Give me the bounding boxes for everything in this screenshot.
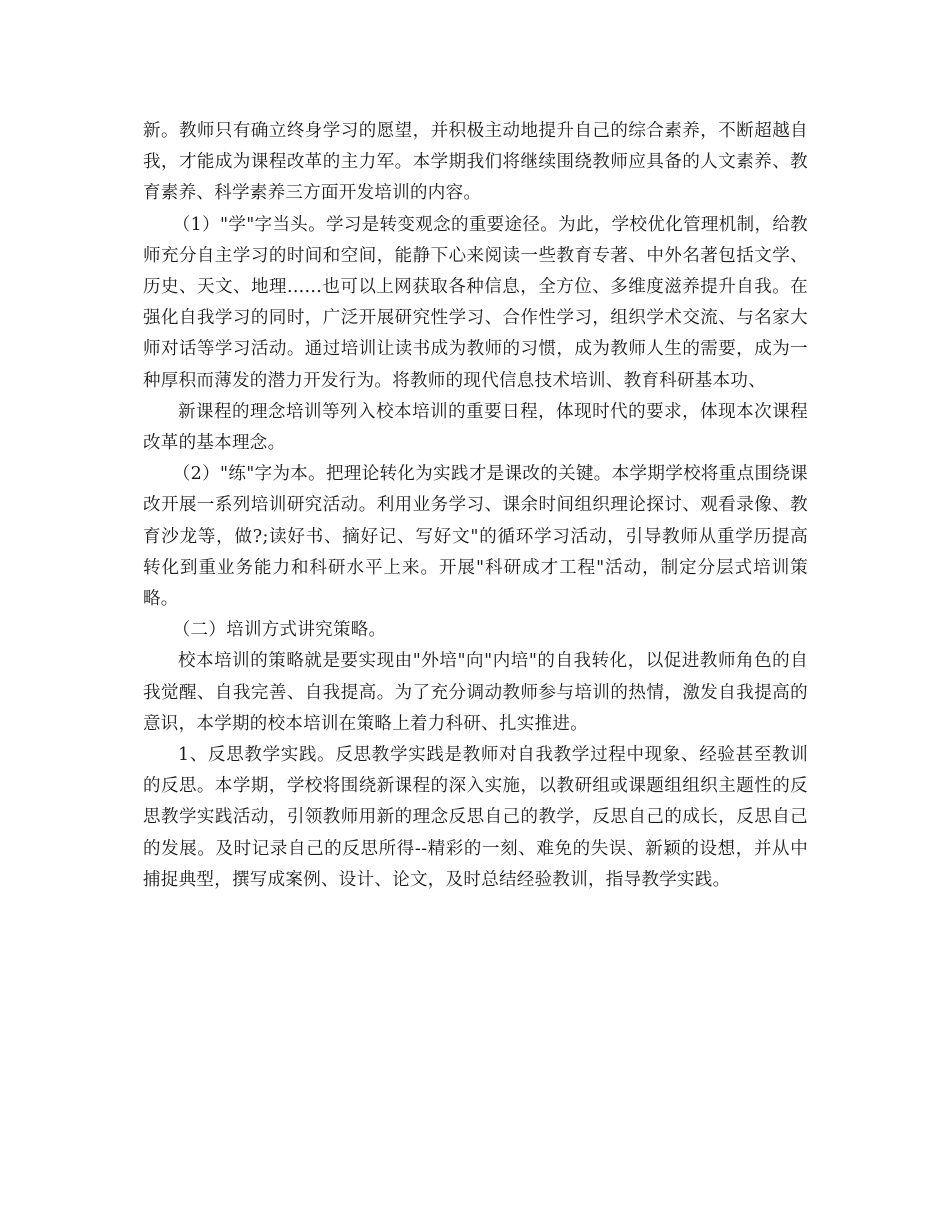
paragraph-school-based-training: 校本培训的策略就是要实现由"外培"向"内培"的自我转化，以促进教师角色的自我觉醒、自我完善、自我提高。为了充分调动教师参与培训的热情，激发自我提高的意识，本学期的校本培训在策略上着力科研、扎实推进。 <box>143 651 808 734</box>
paragraph-continuation: 新。教师只有确立终身学习的愿望，并积极主动地提升自己的综合素养，不断超越自我，才能成为课程改革的主力军。本学期我们将继续围绕教师应具备的人文素养、教育素养、科学素养三方面开发培训的内容。 <box>143 121 808 204</box>
paragraph-reflect-teaching: 1、反思教学实践。反思教学实践是教师对自我教学过程中现象、经验甚至教训的反思。本学期，学校将围绕新课程的深入实施，以教研组或课题组组织主题性的反思教学实践活动，引领教师用新的理念反思自己的教学，反思自己的成长，反思自己的发展。及时记录自己的反思所得--精彩的一刻、难免的失误、新颖的设想，并从中捕捉典型，撰写成案例、设计、论文，及时总结经验教训，指导教学实践。 <box>143 745 808 890</box>
paragraph-new-curriculum: 新课程的理念培训等列入校本培训的重要日程，体现时代的要求，体现本次课程改革的基本理念。 <box>143 401 808 454</box>
paragraph-study-first: （1）"学"字当头。学习是转变观念的重要途径。为此，学校优化管理机制，给教师充分自主学习的时间和空间，能静下心来阅读一些教育专著、中外名著包括文学、历史、天文、地理......也可以上网获取各种信息，全方位、多维度滋养提升自我。在强化自我学习的同时，广泛开展研究性学习、合作性学习，组织学术交流、与名家大师对话等学习活动。通过培训让读书成为教师的习惯，成为教师人生的需要，成为一种厚积而薄发的潜力开发行为。将教师的现代信息技术培训、教育科研基本功、 <box>143 214 808 391</box>
paragraph-practice-based: （2）"练"字为本。把理论转化为实践才是课改的关键。本学期学校将重点围绕课改开展一系列培训研究活动。利用业务学习、课余时间组织理论探讨、观看录像、教育沙龙等，做?;读好书、摘好记、写好文"的循环学习活动，引导教师从重学历提高转化到重业务能力和科研水平上来。开展"科研成才工程"活动，制定分层式培训策略。 <box>143 464 808 610</box>
section-heading-training-strategy: （二）培训方式讲究策略。 <box>172 620 387 641</box>
document-body <box>143 116 808 896</box>
